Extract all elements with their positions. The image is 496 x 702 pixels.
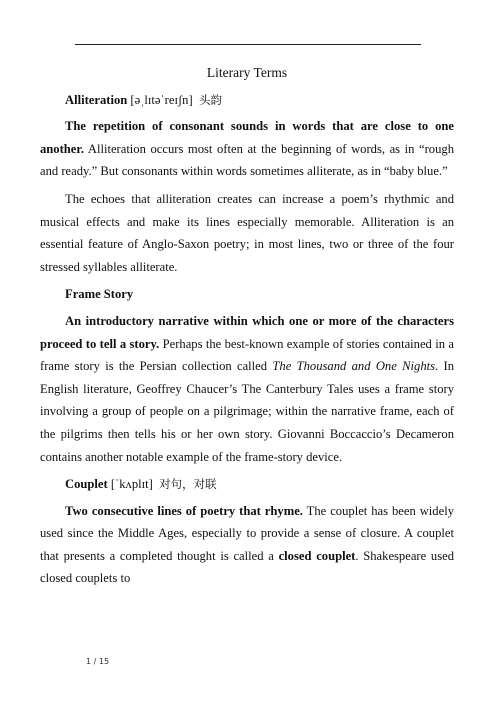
page-content	[40, 62, 454, 595]
page-number: 1 / 15	[86, 657, 110, 666]
term-heading-alliteration	[40, 89, 454, 112]
definition-bold: Two consecutive lines of poetry that rhyme.	[65, 503, 303, 518]
paragraph-frame-story-definition	[40, 310, 454, 468]
term-chinese: 头韵	[198, 92, 222, 107]
closed-couplet-bold: closed couplet	[278, 548, 356, 563]
term-pronunciation: [ˈkʌplɪt]	[110, 477, 153, 492]
term-heading-frame-story	[40, 283, 454, 306]
paragraph-text: The echoes that alliteration creates can increase a poem’s rhythmic and musical effects and make its lines especially memorable. Alliteration is an essential feature of Anglo-Saxon poetry; in most lines, two or three of the four stressed syllables alliterate.	[40, 191, 454, 274]
term-name: Frame Story	[65, 287, 134, 302]
header-rule	[75, 44, 421, 45]
paragraph-alliteration-definition	[40, 115, 454, 183]
definition-text-continued: . In English literature, Geoffrey Chaucer’s The Canterbury Tales uses a frame story involving a group of people on a pilgrimage; within the narrative frame, each of the pilgrims then tells his or her own story. Giovanni Boccaccio’s Decameron contains another notable example of the frame-story device.	[40, 359, 454, 464]
definition-text: Perhaps the best-known example of stories contained in a frame story is the Persian collection called	[40, 336, 454, 374]
definition-text: Alliteration occurs most often at the beginning of words, as in “rough and ready.” But consonants within words sometimes alliterate, as in “baby blue.”	[40, 141, 454, 179]
term-pronunciation: [əˌlɪtəˈreɪʃn]	[130, 92, 193, 107]
definition-bold: The repetition of consonant sounds in words that are close to one another.	[40, 119, 454, 156]
page-title: Literary Terms	[206, 65, 288, 80]
definition-bold: An introductory narrative within which one or more of the characters proceed to tell a story.	[40, 313, 454, 351]
term-heading-couplet	[40, 473, 454, 496]
book-title-italic: The Thousand and One Nights	[272, 359, 436, 374]
term-name: Alliteration	[65, 92, 128, 107]
term-chinese: 对句，对联	[159, 477, 217, 492]
paragraph-alliteration-effects	[40, 188, 454, 278]
definition-text-continued: . Shakespeare used closed couplets to	[40, 548, 455, 586]
definition-text: The couplet has been widely used since the Middle Ages, especially to provide a sense of closure. A couplet that presents a completed thought is called a	[40, 503, 454, 563]
term-name: Couplet	[65, 477, 108, 492]
paragraph-couplet-definition	[40, 500, 454, 590]
